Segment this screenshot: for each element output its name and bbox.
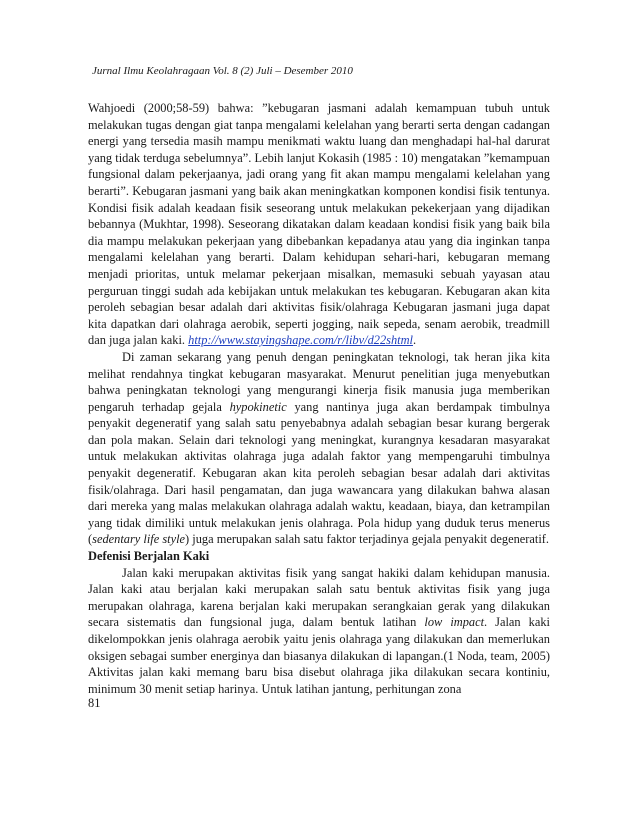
paragraph-text: Di zaman sekarang yang penuh dengan peningkatan teknologi, tak heran jika kita melihat rendahnya tingkat kebugaran masyarakat. Menurut penelitian juga menyebutkan bahwa peningkatan teknologi yang mengurangi kinerja fisik manusia juga memberikan pengaruh terhadap gejala <box>88 349 550 414</box>
italic-term: low impact <box>424 615 485 630</box>
paragraph-text-end: . <box>413 333 417 348</box>
paragraph-text: Wahjoedi (2000;58-59) bahwa: ”kebugaran jasmani adalah kemampuan tubuh untuk melakukan tugas dengan giat tanpa mengalami kelelahan yang berarti serta dengan cadangan energi yang tersedia masih mampu menikmati waktu luang dan menghadapi hal-hal darurat yang tidak terduga sebelumnya”. Lebih lanjut Kokasih (1985 : 10) mengatakan ”kemampuan fungsional dalam pekerjaanya, jadi orang yang fit akan mampu mengalami kelelahan yang berarti”. Kebugaran jasmani yang baik akan meningkatkan komponen kondisi fisik tentunya. Kondisi fisik adalah keadaan fisik seseorang untuk melakukan pekekerjaan yang dijadikan bebannya (Mukhtar, 1998). Seseorang dikatakan dalam keadaan kondisi fisik yang baik bila dia mampu melakukan pekerjaan yang dibebankan kepadanya atau yang dia inginkan tanpa mengalami kelelahan yang berarti. Dalam kehidupan sehari-hari, kebugaran memang menjadi prioritas, untuk melamar pekerjaan misalkan, memasuki sebuah yayasan atau perguruan tinggi sudah ada kebijakan untuk melakukan tes kebugaran. Kebugaran akan kita peroleh sebagian besar adalah dari aktivitas fisik/olahraga Kebugaran jasmani juga dapat kita dapatkan dari olahraga aerobik, seperti jogging, naik sepeda, senam aerobik, treadmill dan juga jalan kaki. <box>88 101 550 348</box>
running-header: Jurnal Ilmu Keolahragaan Vol. 8 (2) Juli – Desember 2010 <box>92 65 353 77</box>
paragraph-text: ) juga merupakan salah satu faktor terjadinya gejala penyakit degeneratif. <box>185 532 550 547</box>
paragraph-kebugaran-definition <box>88 100 550 349</box>
article-body <box>88 100 550 697</box>
italic-term: sedentary life style <box>92 532 186 547</box>
paragraph-jalan-kaki <box>88 565 550 698</box>
page-number: 81 <box>88 696 101 710</box>
paragraph-text: . Jalan kaki dikelompokkan jenis olahraga aerobik yaitu jenis olahraga yang dilakukan dan memerlukan oksigen sebagai sumber energinya dan biasanya dilakukan di lapangan.(1 Noda, team, 2005) Aktivitas jalan kaki memang baru bisa disebut olahraga jika dilakukan secara kontiniu, minimum 30 menit setiap harinya. Untuk latihan jantung, perhitungan zona <box>88 615 550 696</box>
section-heading: Defenisi Berjalan Kaki <box>88 549 210 564</box>
italic-term: hypokinetic <box>229 399 287 414</box>
paragraph-teknologi <box>88 349 550 548</box>
paragraph-text: yang nantinya juga akan berdampak timbulnya penyakit degeneratif yang salah satu penyebabnya adalah sebagian besar kurang bergerak dan pola makan. Selain dari teknologi yang meningkat, kurangnya kesadaran masyarakat untuk melakukan aktivitas olahraga juga adalah faktor yang mempengaruhi timbulnya penyakit degeneratif. Kebugaran akan kita peroleh sebagian besar adalah dari aktivitas fisik/olahraga. Dari hasil pengamatan, dan juga wawancara yang dilakukan bahwa alasan dari mereka yang malas melakukan olahraga adalah waktu, keadaan, biaya, dan ketrampilan yang tidak dimiliki untuk melakukan jenis olahraga. Pola hidup yang duduk terus menerus ( <box>88 399 550 547</box>
paragraph-text: Jalan kaki merupakan aktivitas fisik yang sangat hakiki dalam kehidupan manusia. Jalan kaki atau berjalan kaki merupakan salah satu bentuk aktivitas fisik yang juga merupakan olahraga, karena berjalan kaki merupakan serangkaian gerak yang dilakukan secara sistematis dan fungsional juga, dalam bentuk latihan <box>88 565 550 630</box>
reference-link[interactable]: http://www.stayingshape.com/r/libv/d22shtml <box>188 333 414 348</box>
